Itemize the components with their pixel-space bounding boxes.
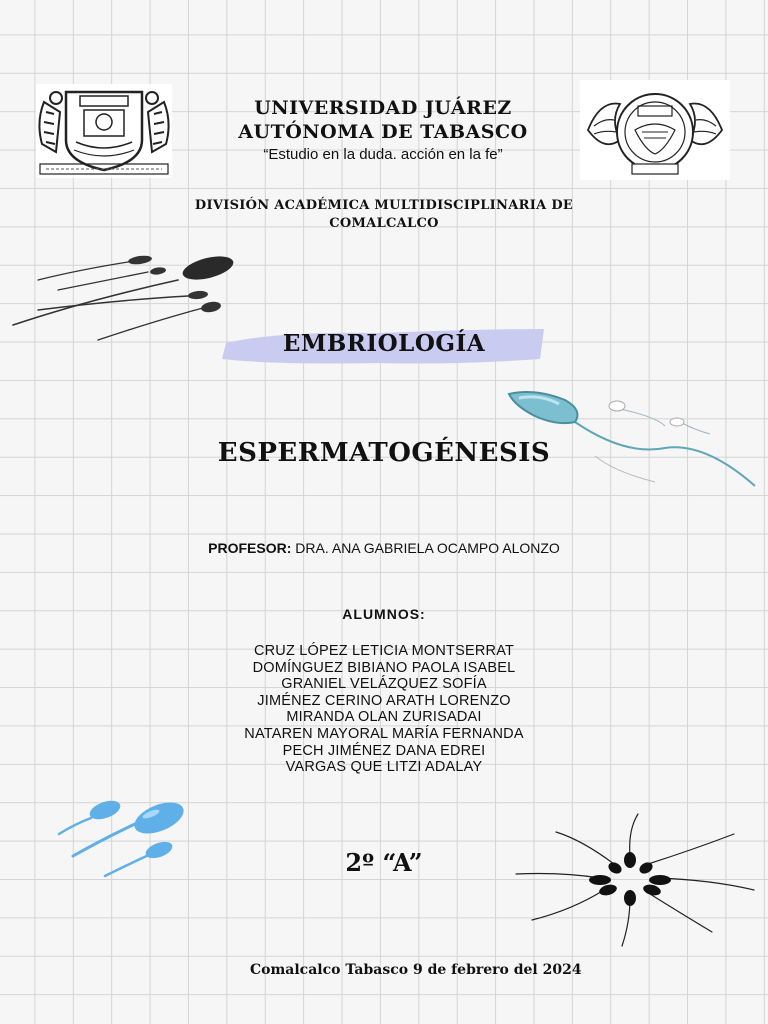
sperm-radial-icon <box>512 810 757 950</box>
group-label: 2º “A” <box>345 848 423 877</box>
ujat-shield-logo-icon <box>34 82 174 180</box>
student-name: MIRANDA OLAN ZURISADAI <box>286 709 482 726</box>
professor-name: DRA. ANA GABRIELA OCAMPO ALONZO <box>291 540 560 556</box>
topic-title: ESPERMATOGÉNESIS <box>217 438 551 468</box>
subject-title: EMBRIOLOGÍA <box>282 330 486 357</box>
dama-logo-icon <box>580 80 730 180</box>
student-name: DOMÍNGUEZ BIBIANO PAOLA ISABEL <box>252 659 516 676</box>
student-name: VARGAS QUE LITZI ADALAY <box>285 759 483 776</box>
student-name: PECH JIMÉNEZ DANA EDREI <box>282 742 486 759</box>
professor-label: PROFESOR: <box>208 540 292 556</box>
division-line2: COMALCALCO <box>329 216 439 231</box>
sperm-blue-group-icon <box>55 798 190 883</box>
student-name: JIMÉNEZ CERINO ARATH LORENZO <box>257 692 511 709</box>
place-date: Comalcalco Tabasco 9 de febrero del 2024 <box>250 962 582 978</box>
student-name: NATAREN MAYORAL MARÍA FERNANDA <box>244 725 524 742</box>
professor-line <box>40 540 728 556</box>
university-name-line2: AUTÓNOMA DE TABASCO <box>238 121 528 143</box>
students-list <box>84 643 684 776</box>
students-label: ALUMNOS: <box>342 606 426 622</box>
division-line1: DIVISIÓN ACADÉMICA MULTIDISCIPLINARIA DE <box>194 198 574 213</box>
academic-division <box>60 197 708 233</box>
university-name <box>175 96 591 144</box>
student-name: GRANIEL VELÁZQUEZ SOFÍA <box>281 676 487 693</box>
student-name: CRUZ LÓPEZ LETICIA MONTSERRAT <box>253 643 515 659</box>
university-motto: “Estudio en la duda. acción en la fe” <box>263 146 503 163</box>
university-name-line1: UNIVERSIDAD JUÁREZ <box>254 97 512 119</box>
